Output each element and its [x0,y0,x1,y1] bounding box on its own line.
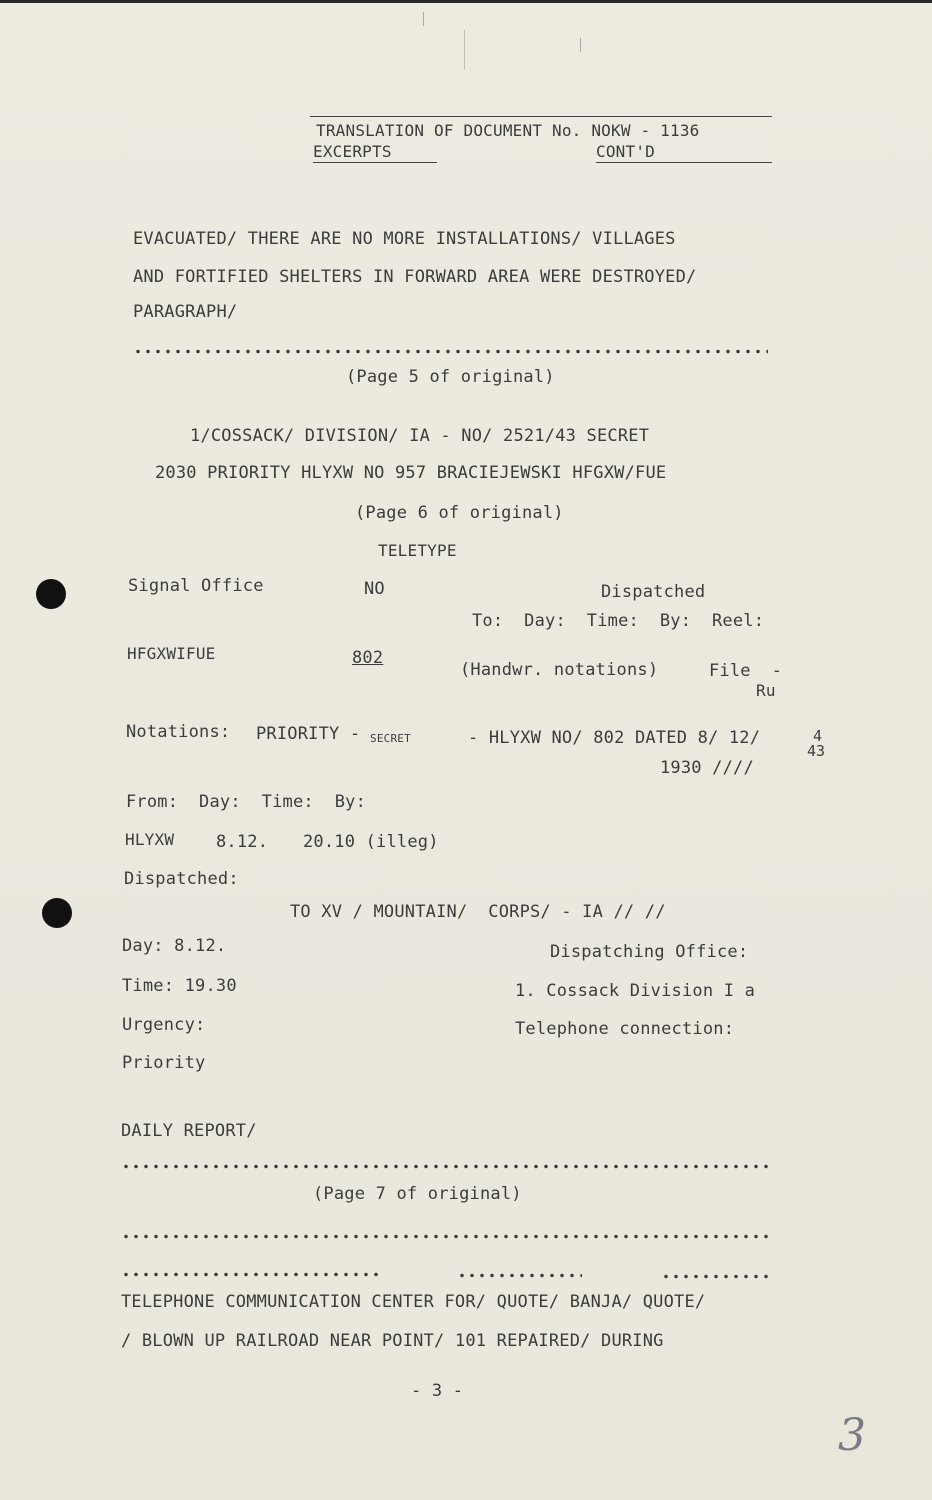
notations-subscript: 43 [807,742,826,760]
message-line: 2030 PRIORITY HLYXW NO 957 BRACIEJEWSKI HFGXW/FUE [155,463,667,483]
punch-hole [42,898,72,928]
handwritten-notations: (Handwr. notations) [460,660,659,680]
no-label: NO [364,579,385,599]
page-number: - 3 - [411,1381,464,1401]
from-day: 8.12. [216,832,269,852]
notations-time: 1930 //// [660,758,754,778]
intro-line: EVACUATED/ THERE ARE NO MORE INSTALLATIONS/ VILLAGES [133,229,676,249]
teletype-heading: TELETYPE [378,541,457,560]
page-reference: (Page 6 of original) [355,503,564,523]
no-value: 802 [352,648,384,668]
paper-mark [580,38,581,52]
dispatched-label-2: Dispatched: [124,869,239,889]
notations-superscript: 4 [813,727,823,745]
intro-line: PARAGRAPH/ [133,302,238,322]
header-rule [310,116,772,119]
header-contd: CONT'D [596,142,772,163]
intro-line: AND FORTIFIED SHELTERS IN FORWARD AREA WERE DESTROYED/ [133,267,697,287]
handwritten-page-number: 3 [838,1410,866,1461]
closing-line: TELEPHONE COMMUNICATION CENTER FOR/ QUOTE/ BANJA/ QUOTE/ [121,1292,706,1312]
paper-mark [464,30,465,70]
page-top-edge [0,0,932,3]
header-excerpts: EXCERPTS [313,142,437,163]
from-time: 20.10 (illeg) [303,832,439,852]
daily-report-heading: DAILY REPORT/ [121,1121,257,1141]
dispatching-office-value: 1. Cossack Division I a [515,981,756,1001]
paper-mark [423,12,424,26]
ellipsis-divider [133,349,768,354]
punch-hole [36,579,66,609]
document-title: TRANSLATION OF DOCUMENT No. NOKW - 1136 [316,121,700,140]
from-header: From: Day: Time: By: [126,792,367,812]
notations-detail: - HLYXW NO/ 802 DATED 8/ 12/ [468,728,761,748]
ellipsis-divider [121,1164,771,1169]
urgency-label: Urgency: [122,1015,206,1035]
ellipsis-divider [661,1274,771,1279]
notations-priority: PRIORITY - [256,724,361,744]
file-label: File - [709,661,783,681]
signal-office-label: Signal Office [128,576,264,596]
dispatching-office-label: Dispatching Office: [550,942,749,962]
ellipsis-divider [121,1272,381,1277]
notations-secret: SECRET [370,732,411,745]
to-line: TO XV / MOUNTAIN/ CORPS/ - IA // // [290,902,666,922]
urgency-value: Priority [122,1053,206,1073]
closing-line: / BLOWN UP RAILROAD NEAR POINT/ 101 REPAIRED/ DURING [121,1331,664,1351]
from-station: HLYXW [125,830,175,849]
time-line: Time: 19.30 [122,976,237,996]
signal-office-value: HFGXWIFUE [127,644,216,663]
ellipsis-divider [457,1273,582,1278]
telephone-label: Telephone connection: [515,1019,735,1039]
day-line: Day: 8.12. [122,936,227,956]
dispatched-label: Dispatched [601,582,706,602]
ellipsis-divider [121,1234,771,1239]
dispatch-columns: To: Day: Time: By: Reel: [472,611,765,631]
message-line: 1/COSSACK/ DIVISION/ IA - NO/ 2521/43 SECRET [190,426,650,446]
file-value: Ru [756,681,776,700]
notations-label: Notations: [126,722,231,742]
page-reference: (Page 7 of original) [313,1184,522,1204]
page-reference: (Page 5 of original) [346,367,555,387]
